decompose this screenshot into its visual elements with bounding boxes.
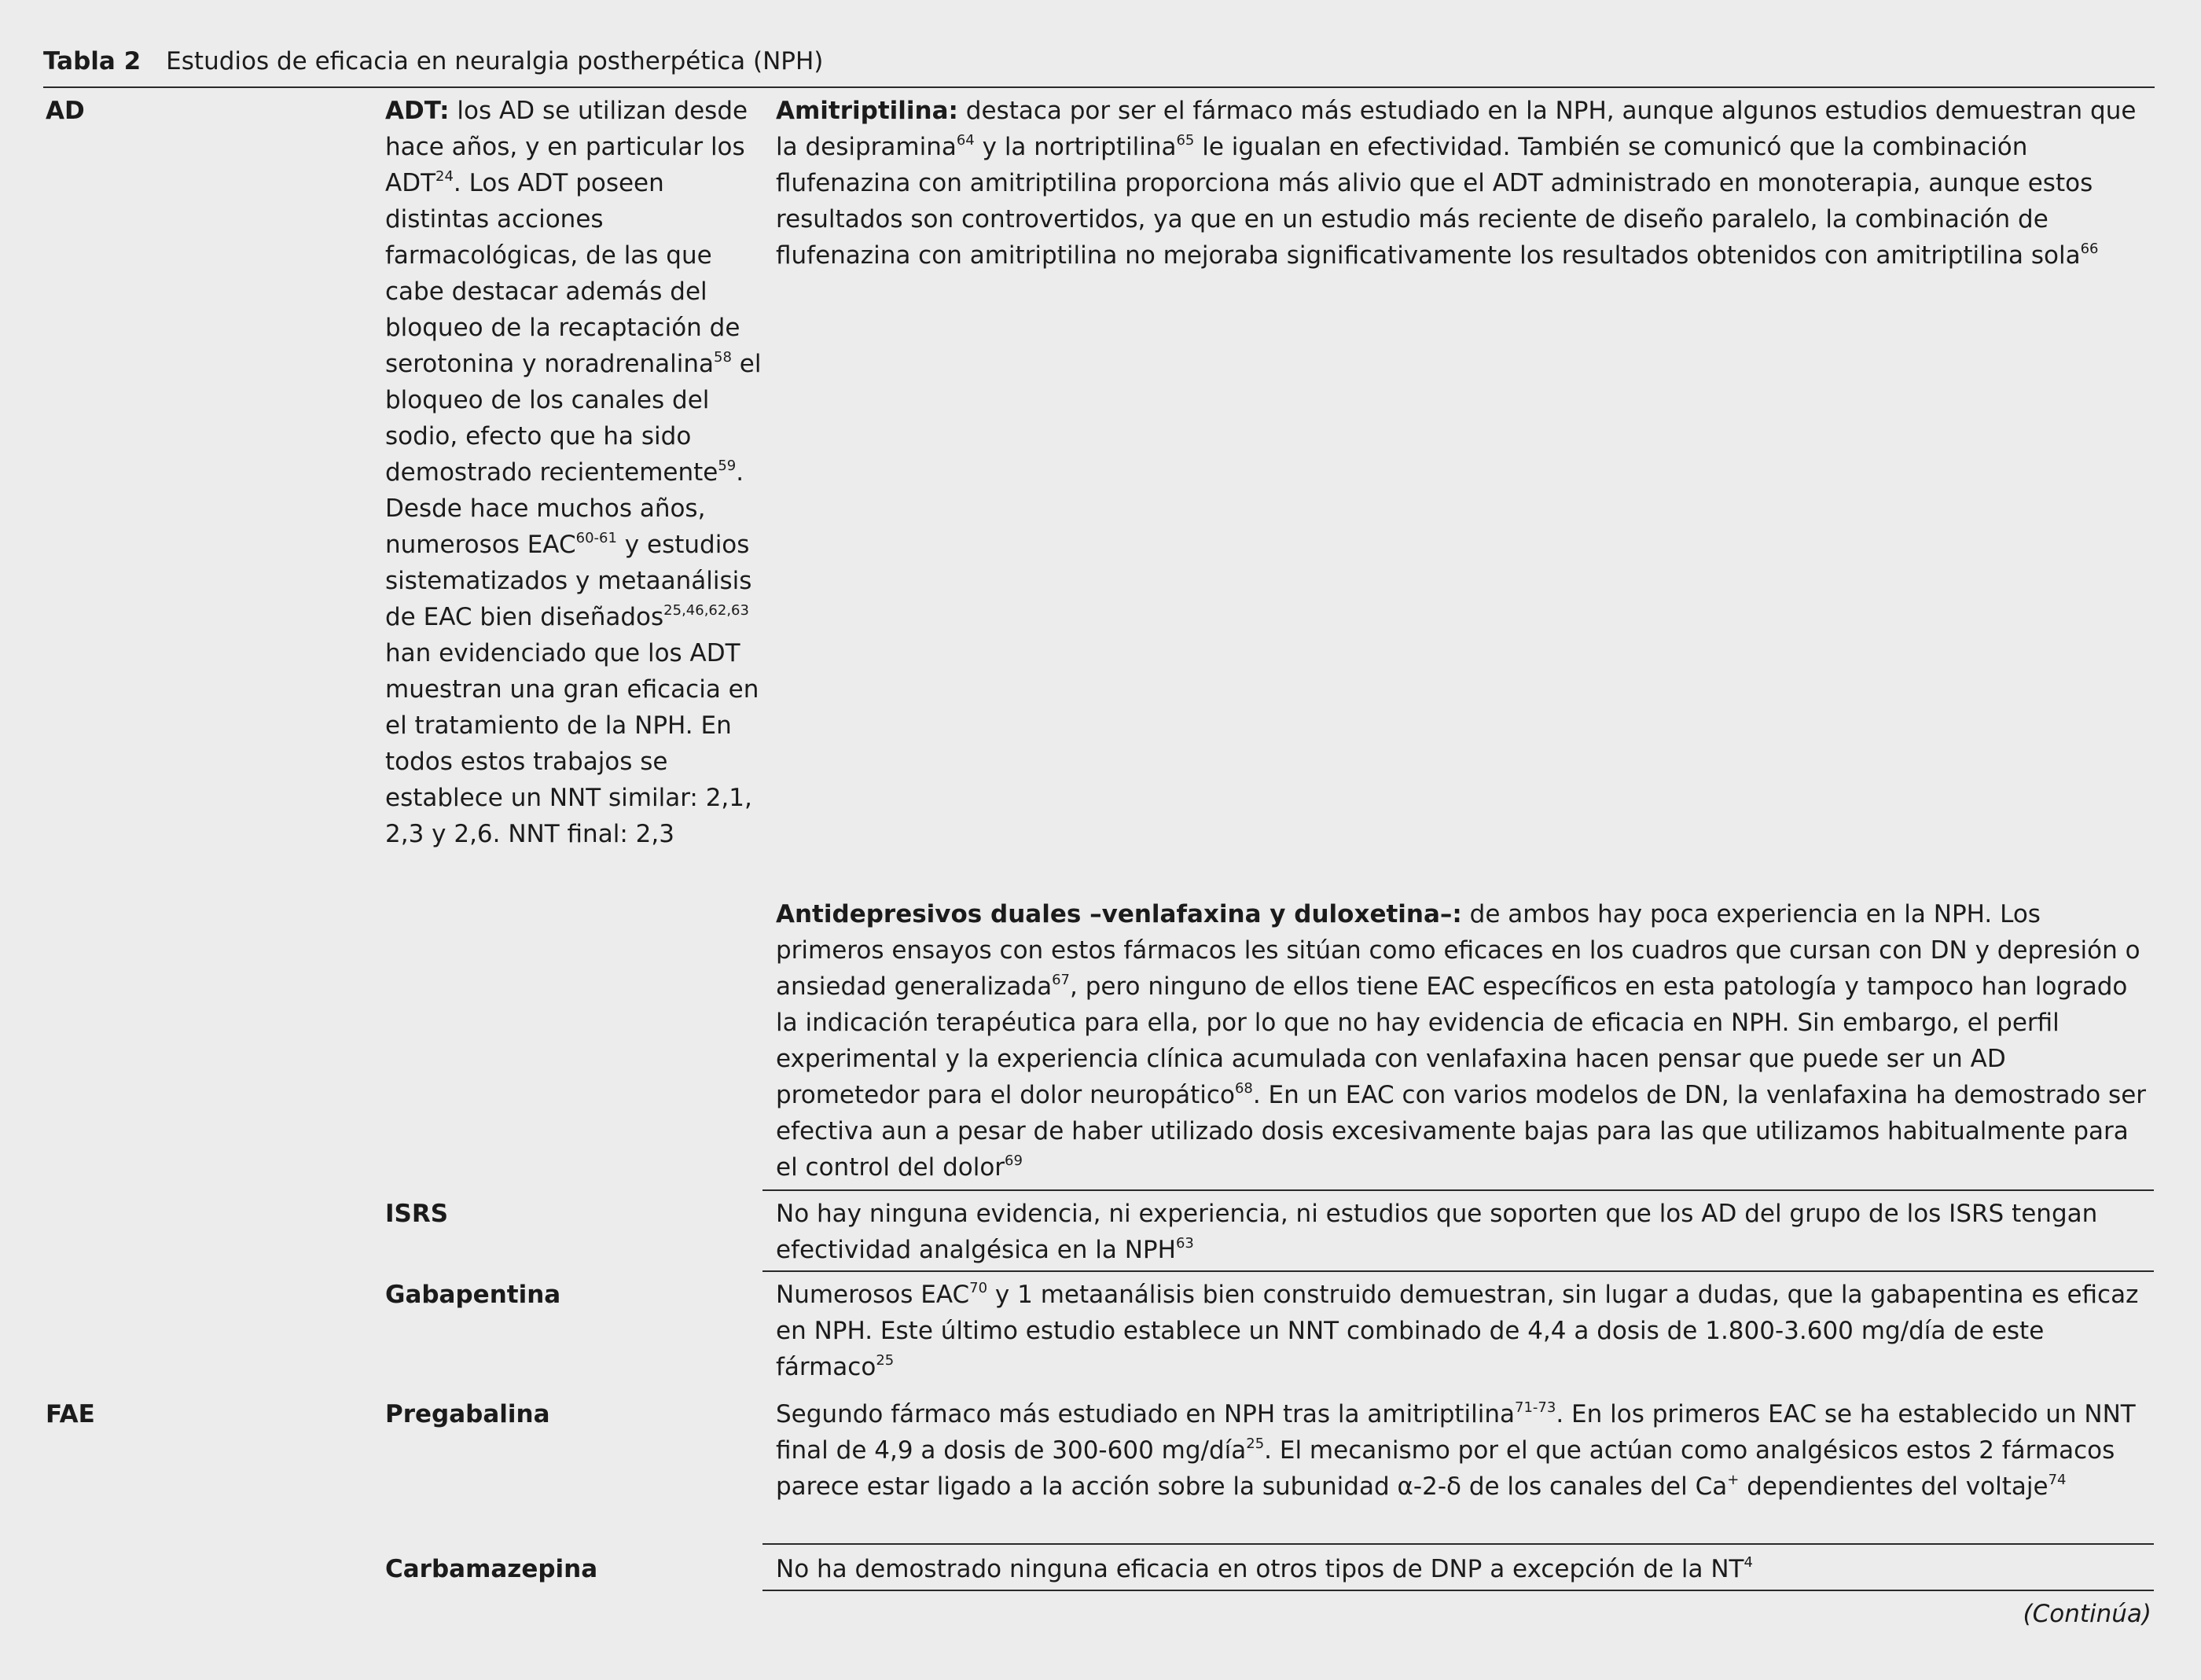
amitriptilina-label: Amitriptilina:: [776, 97, 958, 125]
duales-ref-3: 69: [1005, 1152, 1023, 1169]
duales-cell: [776, 896, 2155, 1186]
row-rule: [762, 1270, 2154, 1272]
amitriptilina-text-3: le igualan en efectividad. También se comunicó que la combinación flufenazina con amitriptilina proporciona más alivio que el ADT administrado en monoterapia, aunque estos resultados son controvertidos, ya que en un estudio más reciente de diseño paralelo, la combinación de flufenazina con amitriptilina no mejoraba significativamente los resultados obtenidos con amitriptilina sola: [776, 133, 2093, 270]
adt-ref-3: 59: [718, 457, 737, 474]
adt-text-1: los AD se utilizan desde hace años, y en particular los ADT: [385, 97, 748, 197]
adt-text-5: y estudios sistematizados y metaanálisis de EAC bien diseñados: [385, 531, 752, 631]
gabapentina-ref-1: 70: [969, 1279, 988, 1296]
duales-label: Antidepresivos duales –venlafaxina y duloxetina–:: [776, 900, 1462, 928]
group-label-ad: AD: [46, 97, 85, 125]
adt-cell: [385, 93, 762, 852]
adt-text-4: . Desde hace muchos años, numerosos EAC: [385, 458, 744, 559]
isrs-label: ISRS: [385, 1200, 449, 1228]
adt-text-3: el bloqueo de los canales del sodio, efecto que ha sido demostrado recientemente: [385, 350, 762, 487]
carbamazepina-text-1: No ha demostrado ninguna eficacia en otros tipos de DNP a excepción de la NT: [776, 1555, 1744, 1583]
pregabalina-text-2: . En los primeros EAC se ha establecido un NNT final de 4,9 a dosis de 300-600 mg/día: [776, 1400, 2136, 1465]
duales-text-2: , pero ninguno de ellos tiene EAC específicos en esta patología y tampoco han logrado la indicación terapéutica para ella, por lo que no hay evidencia de eficacia en NPH. Sin embargo, el perfil experimental y la experiencia clínica acumulada con venlafaxina hacen pensar que puede ser un AD prometedor para el dolor neuropático: [776, 972, 2128, 1109]
duales-ref-2: 68: [1234, 1079, 1253, 1097]
pregabalina-ref-3: +: [1727, 1471, 1740, 1488]
table-top-rule: [43, 86, 2155, 88]
carbamazepina-label: Carbamazepina: [385, 1555, 598, 1583]
group-label-fae: FAE: [46, 1400, 95, 1428]
gabapentina-cell: [776, 1277, 2155, 1385]
adt-ref-2: 58: [714, 348, 732, 366]
carbamazepina-ref-1: 4: [1744, 1553, 1753, 1571]
table-caption: [43, 46, 823, 77]
amitriptilina-text-1: destaca por ser el fármaco más estudiado en la NPH, aunque algunos estudios demuestran que la desipramina: [776, 97, 2137, 161]
duales-text-3: . En un EAC con varios modelos de DN, la venlafaxina ha demostrado ser efectiva aun a pesar de haber utilizado dosis excesivamente bajas para las que utilizamos habitualmente para el control del dolor: [776, 1081, 2147, 1182]
pregabalina-label: Pregabalina: [385, 1400, 550, 1428]
adt-ref-5: 25,46,62,63: [663, 601, 749, 619]
table-bottom-rule: [762, 1590, 2154, 1591]
continued-note: (Continúa): [2023, 1600, 2151, 1628]
pregabalina-ref-4: 74: [2048, 1471, 2067, 1488]
duales-text-1: de ambos hay poca experiencia en la NPH. Los primeros ensayos con estos fármacos les sitúan como eficaces en los cuadros que cursan con DN y depresión o ansiedad generalizada: [776, 900, 2140, 1001]
pregabalina-text-3: . El mecanismo por el que actúan como analgésicos estos 2 fármacos parece estar ligado a la acción sobre la subunidad α-2-δ de los canales del Ca: [776, 1436, 2115, 1501]
table-title: Estudios de eficacia en neuralgia postherpética (NPH): [166, 47, 824, 75]
gabapentina-label: Gabapentina: [385, 1281, 561, 1309]
isrs-text-1: No hay ninguna evidencia, ni experiencia, ni estudios que soporten que los AD del grupo de los ISRS tengan efectividad analgésica en la NPH: [776, 1200, 2098, 1264]
amitriptilina-cell: [776, 93, 2155, 274]
amitriptilina-ref-2: 65: [1176, 131, 1195, 149]
isrs-ref-1: 63: [1175, 1234, 1194, 1252]
duales-ref-1: 67: [1052, 971, 1070, 988]
adt-ref-4: 60-61: [575, 529, 617, 546]
pregabalina-cell: [776, 1396, 2155, 1505]
gabapentina-text-1: Numerosos EAC: [776, 1281, 970, 1309]
gabapentina-ref-2: 25: [876, 1351, 895, 1369]
amitriptilina-ref-1: 64: [956, 131, 975, 149]
carbamazepina-cell: [776, 1551, 2155, 1587]
amitriptilina-ref-3: 66: [2080, 240, 2099, 257]
pregabalina-text-1: Segundo fármaco más estudiado en NPH tras la amitriptilina: [776, 1400, 1516, 1428]
adt-text-6: han evidenciado que los ADT muestran una gran eficacia en el tratamiento de la NPH. En todos estos trabajos se establece un NNT similar: 2,1, 2,3 y 2,6. NNT final: 2,3: [385, 639, 759, 848]
table-label: Tabla 2: [43, 47, 141, 75]
row-rule: [762, 1189, 2154, 1191]
row-rule: [762, 1543, 2154, 1545]
pregabalina-ref-1: 71-73: [1515, 1399, 1556, 1416]
gabapentina-text-2: y 1 metaanálisis bien construido demuestran, sin lugar a dudas, que la gabapentina es eficaz en NPH. Este último estudio establece un NNT combinado de 4,4 a dosis de 1.800-3.600 mg/día de este fármaco: [776, 1281, 2139, 1381]
amitriptilina-text-2: y la nortriptilina: [974, 133, 1177, 161]
adt-text-2: . Los ADT poseen distintas acciones farmacológicas, de las que cabe destacar además del bloqueo de la recaptación de serotonina y noradrenalina: [385, 169, 740, 378]
isrs-cell: [776, 1196, 2155, 1268]
adt-label: ADT:: [385, 97, 450, 125]
adt-ref-1: 24: [435, 167, 454, 185]
pregabalina-text-4: dependientes del voltaje: [1739, 1472, 2049, 1501]
pregabalina-ref-2: 25: [1246, 1435, 1265, 1452]
